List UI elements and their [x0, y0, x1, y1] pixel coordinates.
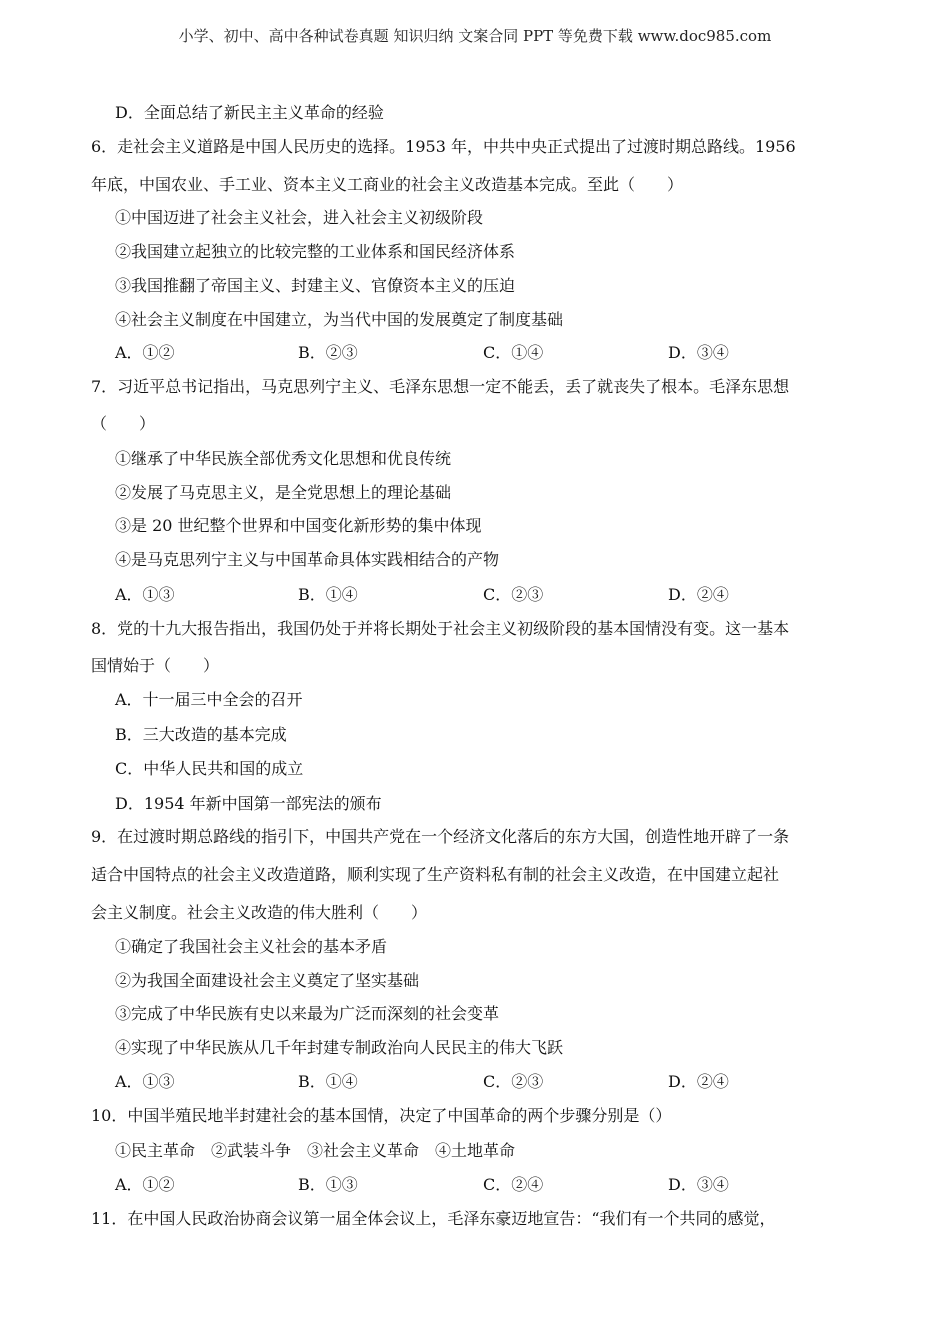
q8-option-c: C．中华人民共和国的成立: [115, 759, 304, 778]
q9-option-a: A．①③: [115, 1072, 175, 1091]
q8-stem-line1: 8．党的十九大报告指出，我国仍处于并将长期处于社会主义初级阶段的基本国情没有变。这一基本: [91, 619, 790, 638]
q8-option-a: A．十一届三中全会的召开: [115, 690, 303, 709]
q6-option-a: A．①②: [115, 343, 175, 362]
q6-item-3: ③我国推翻了帝国主义、封建主义、官僚资本主义的压迫: [115, 276, 516, 295]
q7-item-4: ④是马克思列宁主义与中国革命具体实践相结合的产物: [115, 550, 500, 569]
q6-option-b: B．②③: [298, 343, 358, 362]
q9-option-c: C．②③: [483, 1072, 544, 1091]
q6-item-1: ①中国迈进了社会主义社会，进入社会主义初级阶段: [115, 208, 484, 227]
q10-stem-line1: 10．中国半殖民地半封建社会的基本国情，决定了中国革命的两个步骤分别是（）: [91, 1106, 672, 1125]
q10-option-b: B．①③: [298, 1175, 358, 1194]
q9-option-b: B．①④: [298, 1072, 358, 1091]
q10-option-d: D．③④: [668, 1175, 729, 1194]
q9-stem-line3: 会主义制度。社会主义改造的伟大胜利（ ）: [91, 903, 428, 922]
q6-stem-line1: 6．走社会主义道路是中国人民历史的选择。1953 年，中共中央正式提出了过渡时期总路线。1956: [91, 137, 796, 156]
q6-item-4: ④社会主义制度在中国建立，为当代中国的发展奠定了制度基础: [115, 310, 564, 329]
q11-stem-line1: 11．在中国人民政治协商会议第一届全体会议上，毛泽东豪迈地宣告：“我们有一个共同的感觉，: [91, 1209, 776, 1228]
q8-stem-line2: 国情始于（ ）: [91, 656, 220, 675]
q7-item-2: ②发展了马克思主义，是全党思想上的理论基础: [115, 483, 452, 502]
q9-stem-line2: 适合中国特点的社会主义改造道路，顺利实现了生产资料私有制的社会主义改造，在中国建立起社: [91, 865, 780, 884]
q10-items: ①民主革命 ②武装斗争 ③社会主义革命 ④土地革命: [115, 1141, 516, 1160]
q10-option-c: C．②④: [483, 1175, 544, 1194]
q9-item-1: ①确定了我国社会主义社会的基本矛盾: [115, 937, 388, 956]
q6-option-c: C．①④: [483, 343, 544, 362]
q7-option-d: D．②④: [668, 585, 729, 604]
q7-option-c: C．②③: [483, 585, 544, 604]
q10-option-a: A．①②: [115, 1175, 175, 1194]
q9-item-4: ④实现了中华民族从几千年封建专制政治向人民民主的伟大飞跃: [115, 1038, 564, 1057]
q7-item-1: ①继承了中华民族全部优秀文化思想和优良传统: [115, 449, 452, 468]
q9-option-d: D．②④: [668, 1072, 729, 1091]
q6-stem-line2: 年底，中国农业、手工业、资本主义工商业的社会主义改造基本完成。至此（ ）: [91, 175, 684, 194]
q9-item-3: ③完成了中华民族有史以来最为广泛而深刻的社会变革: [115, 1004, 500, 1023]
q8-option-d: D．1954 年新中国第一部宪法的颁布: [115, 794, 382, 813]
q6-item-2: ②我国建立起独立的比较完整的工业体系和国民经济体系: [115, 242, 516, 261]
q7-option-a: A．①③: [115, 585, 175, 604]
q9-stem-line1: 9．在过渡时期总路线的指引下，中国共产党在一个经济文化落后的东方大国，创造性地开辟了一条: [91, 827, 790, 846]
q7-item-3: ③是 20 世纪整个世界和中国变化新形势的集中体现: [115, 516, 482, 535]
q7-option-b: B．①④: [298, 585, 358, 604]
page-header: 小学、初中、高中各种试卷真题 知识归纳 文案合同 PPT 等免费下载 www.doc985.com: [178, 27, 772, 45]
q6-option-d: D．③④: [668, 343, 729, 362]
q9-item-2: ②为我国全面建设社会主义奠定了坚实基础: [115, 971, 420, 990]
q7-stem-line2: （ ）: [91, 414, 156, 433]
q7-stem-line1: 7．习近平总书记指出，马克思列宁主义、毛泽东思想一定不能丢，丢了就丧失了根本。毛泽东思想: [91, 377, 790, 396]
q5-option-d: D．全面总结了新民主主义革命的经验: [115, 103, 384, 122]
q8-option-b: B．三大改造的基本完成: [115, 725, 287, 744]
